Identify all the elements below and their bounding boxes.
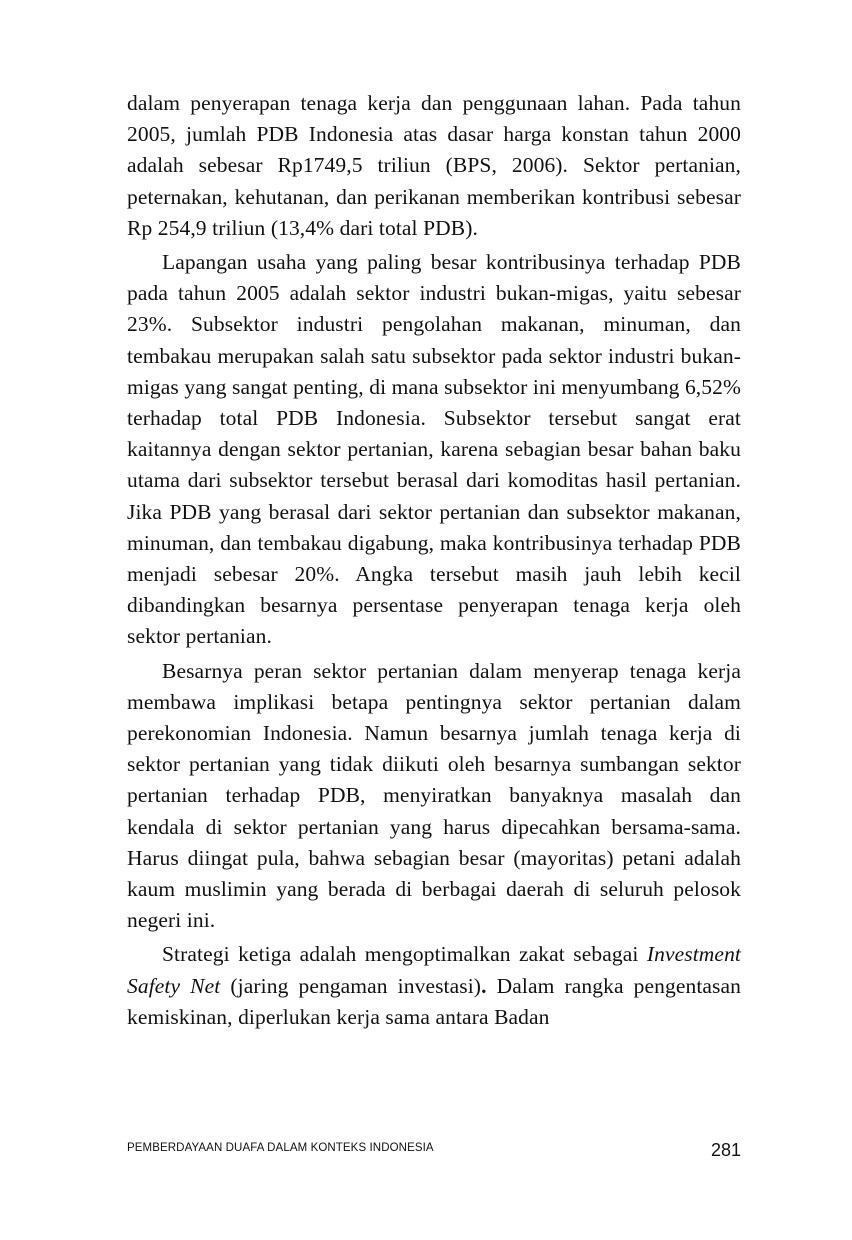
paragraph-1: dalam penyerapan tenaga kerja dan penggunaan lahan. Pada tahun 2005, jumlah PDB Indonesia atas dasar harga konstan tahun 2000 adalah sebesar Rp1749,5 triliun (BPS, 2006). Sektor pertanian, peternakan, kehutanan, dan perikanan memberikan kontribusi sebesar Rp 254,9 triliun (13,4% dari total PDB).: [127, 91, 741, 240]
paragraph-4-lead: Strategi ketiga adalah mengoptimalkan zakat sebagai: [162, 942, 639, 967]
paragraph-4-tail: Dalam rangka pengentasan kemiskinan, diperlukan kerja sama antara Badan: [127, 973, 741, 1029]
page-number: 281: [710, 1140, 741, 1160]
paragraph-4-italic-term: Investment Safety Net: [127, 942, 741, 998]
paragraph-2: Lapangan usaha yang paling besar kontribusinya terhadap PDB pada tahun 2005 adalah sektor industri bukan-migas, yaitu sebesar 23%. Subsektor industri pengolahan makanan, minuman, dan tembakau merupakan salah satu subsektor pada sektor industri bukan-migas yang sangat penting, di mana subsektor ini menyumbang 6,52% terhadap total PDB Indonesia. Subsektor tersebut sangat erat kaitannya dengan sektor pertanian, karena sebagian besar bahan baku utama dari subsektor tersebut berasal dari komoditas hasil pertanian. Jika PDB yang berasal dari sektor pertanian dan subsektor makanan, minuman, dan tembakau digabung, maka kontribusinya terhadap PDB menjadi sebesar 20%. Angka tersebut masih jauh lebih kecil dibandingkan besarnya persentase penyerapan tenaga kerja oleh sektor pertanian.: [127, 250, 741, 649]
body-text: [127, 88, 741, 1033]
paragraph-4-parenthetical: (jaring pengaman investasi): [230, 973, 482, 998]
paragraph-4-bold-period: .: [481, 973, 487, 998]
paragraph-4: [127, 939, 741, 1033]
running-footer-title: PEMBERDAYAAN DUAFA DALAM KONTEKS INDONESIA: [127, 1142, 434, 1154]
page-footer: [127, 1140, 741, 1170]
paragraph-3: Besarnya peran sektor pertanian dalam menyerap tenaga kerja membawa implikasi betapa pentingnya sektor pertanian dalam perekonomian Indonesia. Namun besarnya jumlah tenaga kerja di sektor pertanian yang tidak diikuti oleh besarnya sumbangan sektor pertanian terhadap PDB, menyiratkan banyaknya masalah dan kendala di sektor pertanian yang harus dipecahkan bersama-sama. Harus diingat pula, bahwa sebagian besar (mayoritas) petani adalah kaum muslimin yang berada di berbagai daerah di seluruh pelosok negeri ini.: [127, 658, 741, 933]
